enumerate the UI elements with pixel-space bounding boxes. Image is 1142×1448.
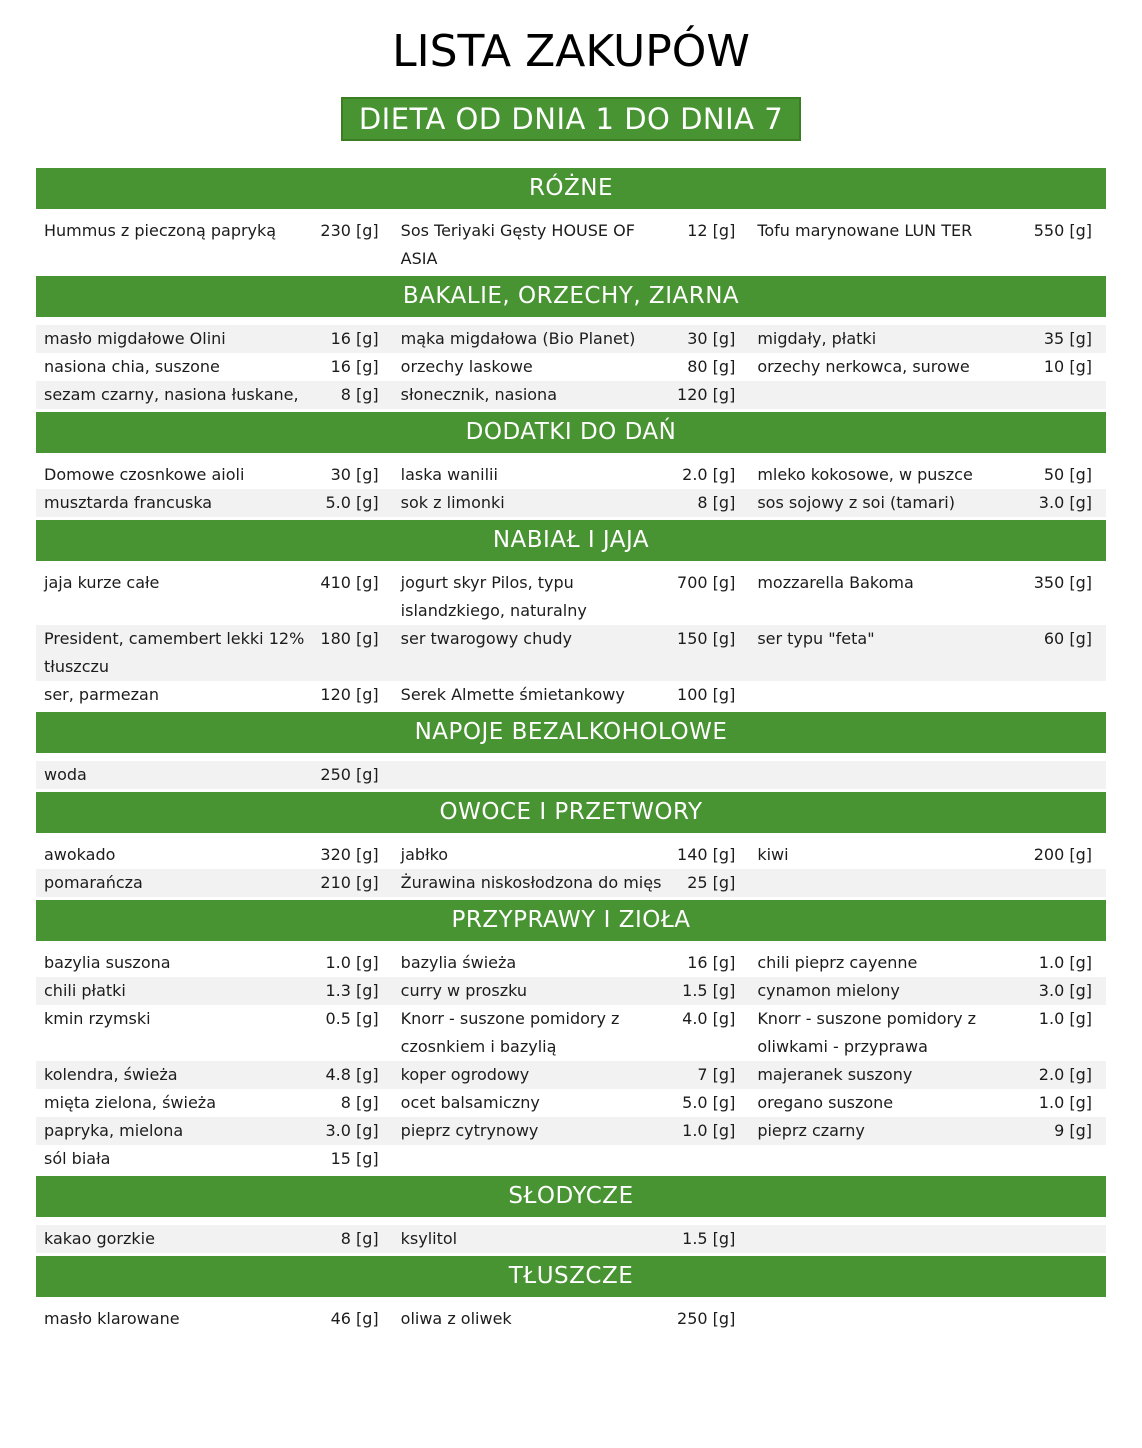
item-qty: 8 [g] [697, 493, 736, 512]
item-row [36, 217, 1106, 273]
item-cell [749, 381, 1106, 409]
item-row [36, 1305, 1106, 1333]
item-qty: 5.0 [g] [325, 493, 379, 512]
item-row [36, 569, 1106, 625]
item-cell [749, 353, 1106, 381]
item-name: majeranek suszony [757, 1065, 913, 1084]
item-name: Domowe czosnkowe aioli [44, 465, 245, 484]
item-qty: 2.0 [g] [1038, 1065, 1092, 1084]
item-cell [36, 1005, 393, 1061]
item-name: sezam czarny, nasiona łuskane, [44, 385, 299, 404]
item-qty: 80 [g] [687, 357, 736, 376]
item-cell [36, 1145, 393, 1173]
item-row [36, 761, 1106, 789]
item-cell [393, 841, 750, 869]
item-name: chili pieprz cayenne [757, 953, 918, 972]
item-row [36, 325, 1106, 353]
item-cell [36, 569, 393, 625]
item-name: Hummus z pieczoną papryką [44, 221, 277, 240]
item-cell [36, 217, 393, 273]
page-title: LISTA ZAKUPÓW [392, 26, 750, 77]
item-cell [36, 353, 393, 381]
item-row [36, 489, 1106, 517]
item-name: kakao gorzkie [44, 1229, 155, 1248]
item-cell [393, 949, 750, 977]
item-cell [749, 1225, 1106, 1253]
section-header-tluszcze: TŁUSZCZE [36, 1256, 1106, 1297]
item-cell [749, 681, 1106, 709]
item-cell [393, 569, 750, 625]
section-header-przyprawy-i-ziola: PRZYPRAWY I ZIOŁA [36, 900, 1106, 941]
item-cell [393, 977, 750, 1005]
item-qty: 180 [g] [320, 629, 379, 648]
item-qty: 350 [g] [1033, 573, 1092, 592]
item-name: jaja kurze całe [44, 573, 160, 592]
item-row [36, 1145, 1106, 1173]
item-qty: 1.0 [g] [682, 1121, 736, 1140]
item-qty: 9 [g] [1054, 1121, 1092, 1140]
item-cell [393, 1005, 750, 1061]
item-row [36, 949, 1106, 977]
item-row [36, 625, 1106, 681]
item-cell [393, 1089, 750, 1117]
item-cell [36, 625, 393, 681]
item-name: cynamon mielony [757, 981, 900, 1000]
item-qty: 1.3 [g] [325, 981, 379, 1000]
item-name: kmin rzymski [44, 1009, 151, 1028]
item-qty: 4.0 [g] [682, 1009, 736, 1028]
item-qty: 30 [g] [687, 329, 736, 348]
item-qty: 100 [g] [677, 685, 736, 704]
item-name: mozzarella Bakoma [757, 573, 914, 592]
item-qty: 550 [g] [1033, 221, 1092, 240]
item-qty: 50 [g] [1043, 465, 1092, 484]
item-qty: 700 [g] [677, 573, 736, 592]
item-qty: 16 [g] [687, 953, 736, 972]
item-cell [749, 1061, 1106, 1089]
item-cell [36, 1225, 393, 1253]
item-cell [393, 1117, 750, 1145]
item-qty: 12 [g] [687, 221, 736, 240]
item-name: koper ogrodowy [400, 1065, 530, 1084]
item-name: bazylia suszona [44, 953, 171, 972]
item-row [36, 869, 1106, 897]
item-name: woda [44, 765, 87, 784]
item-name: ser typu "feta" [757, 629, 875, 648]
item-qty: 1.0 [g] [325, 953, 379, 972]
item-cell [393, 1305, 750, 1333]
item-name: Serek Almette śmietankowy [400, 685, 625, 704]
item-cell [36, 1305, 393, 1333]
item-cell [393, 489, 750, 517]
item-name: chili płatki [44, 981, 126, 1000]
item-cell [749, 461, 1106, 489]
item-qty: 7 [g] [697, 1065, 736, 1084]
item-qty: 150 [g] [677, 629, 736, 648]
item-cell [36, 325, 393, 353]
diet-range-badge: DIETA OD DNIA 1 DO DNIA 7 [341, 97, 801, 141]
item-qty: 8 [g] [340, 1229, 379, 1248]
item-qty: 1.0 [g] [1038, 1093, 1092, 1112]
item-cell [393, 325, 750, 353]
item-name: mleko kokosowe, w puszce [757, 465, 973, 484]
item-qty: 1.5 [g] [682, 981, 736, 1000]
item-cell [393, 625, 750, 681]
section-header-nabial-i-jaja: NABIAŁ I JAJA [36, 520, 1106, 561]
item-qty: 10 [g] [1043, 357, 1092, 376]
sections-container [36, 168, 1106, 1333]
item-cell [749, 1145, 1106, 1173]
item-row [36, 1117, 1106, 1145]
item-cell [36, 1061, 393, 1089]
item-name: sos sojowy z soi (tamari) [757, 493, 955, 512]
item-cell [749, 1089, 1106, 1117]
item-qty: 1.5 [g] [682, 1229, 736, 1248]
section-header-dodatki-do-dan: DODATKI DO DAŃ [36, 412, 1106, 453]
item-cell [393, 1225, 750, 1253]
item-cell [749, 325, 1106, 353]
item-qty: 200 [g] [1033, 845, 1092, 864]
item-cell [36, 761, 393, 789]
item-qty: 230 [g] [320, 221, 379, 240]
item-name: orzechy nerkowca, surowe [757, 357, 970, 376]
shopping-list-document [36, 0, 1106, 1333]
item-name: ocet balsamiczny [400, 1093, 540, 1112]
item-name: ser twarogowy chudy [400, 629, 572, 648]
item-name: oregano suszone [757, 1093, 894, 1112]
item-qty: 4.8 [g] [325, 1065, 379, 1084]
item-name: oliwa z oliwek [400, 1309, 512, 1328]
item-name: sól biała [44, 1149, 111, 1168]
item-cell [393, 761, 750, 789]
item-name: masło migdałowe Olini [44, 329, 226, 348]
item-name: kiwi [757, 845, 789, 864]
item-cell [36, 1117, 393, 1145]
item-cell [749, 869, 1106, 897]
item-qty: 3.0 [g] [325, 1121, 379, 1140]
item-name: musztarda francuska [44, 493, 213, 512]
item-qty: 8 [g] [340, 385, 379, 404]
item-row [36, 977, 1106, 1005]
item-cell [36, 977, 393, 1005]
item-cell [36, 869, 393, 897]
item-cell [749, 1305, 1106, 1333]
section-header-rozne: RÓŻNE [36, 168, 1106, 209]
item-qty: 1.0 [g] [1038, 953, 1092, 972]
item-name: jabłko [400, 845, 449, 864]
item-row [36, 381, 1106, 409]
item-cell [36, 1089, 393, 1117]
item-row [36, 1089, 1106, 1117]
item-cell [393, 353, 750, 381]
item-qty: 320 [g] [320, 845, 379, 864]
item-cell [393, 1145, 750, 1173]
item-qty: 120 [g] [677, 385, 736, 404]
item-name: ksylitol [400, 1229, 458, 1248]
item-qty: 120 [g] [320, 685, 379, 704]
item-qty: 3.0 [g] [1038, 493, 1092, 512]
item-qty: 16 [g] [330, 329, 379, 348]
item-cell [749, 841, 1106, 869]
section-header-owoce-i-przetwory: OWOCE I PRZETWORY [36, 792, 1106, 833]
item-name: masło klarowane [44, 1309, 180, 1328]
item-cell [749, 949, 1106, 977]
item-qty: 60 [g] [1043, 629, 1092, 648]
item-qty: 2.0 [g] [682, 465, 736, 484]
item-qty: 5.0 [g] [682, 1093, 736, 1112]
item-cell [36, 949, 393, 977]
item-cell [749, 977, 1106, 1005]
item-name: orzechy laskowe [400, 357, 533, 376]
item-cell [749, 217, 1106, 273]
section-header-slodycze: SŁODYCZE [36, 1176, 1106, 1217]
item-cell [749, 569, 1106, 625]
item-name: President, camembert lekki 12% tłuszczu [44, 629, 305, 676]
item-name: mięta zielona, świeża [44, 1093, 216, 1112]
item-cell [749, 625, 1106, 681]
item-qty: 8 [g] [340, 1093, 379, 1112]
item-cell [393, 381, 750, 409]
item-cell [749, 1117, 1106, 1145]
item-name: pieprz czarny [757, 1121, 865, 1140]
item-qty: 0.5 [g] [325, 1009, 379, 1028]
item-qty: 3.0 [g] [1038, 981, 1092, 1000]
item-name: mąka migdałowa (Bio Planet) [400, 329, 636, 348]
item-qty: 35 [g] [1043, 329, 1092, 348]
item-name: pieprz cytrynowy [400, 1121, 539, 1140]
diet-badge-wrap [36, 97, 1106, 141]
item-row [36, 1225, 1106, 1253]
item-name: migdały, płatki [757, 329, 877, 348]
item-row [36, 353, 1106, 381]
item-row [36, 681, 1106, 709]
item-name: Sos Teriyaki Gęsty HOUSE OF ASIA [400, 221, 635, 268]
item-name: Tofu marynowane LUN TER [757, 221, 973, 240]
item-name: pomarańcza [44, 873, 143, 892]
item-row [36, 1005, 1106, 1061]
item-qty: 140 [g] [677, 845, 736, 864]
item-cell [749, 489, 1106, 517]
item-cell [36, 841, 393, 869]
item-cell [393, 1061, 750, 1089]
item-name: nasiona chia, suszone [44, 357, 220, 376]
item-cell [36, 381, 393, 409]
item-qty: 210 [g] [320, 873, 379, 892]
item-qty: 30 [g] [330, 465, 379, 484]
item-name: papryka, mielona [44, 1121, 184, 1140]
section-header-napoje-bezalkoholowe: NAPOJE BEZALKOHOLOWE [36, 712, 1106, 753]
item-cell [393, 217, 750, 273]
item-name: jogurt skyr Pilos, typu islandzkiego, naturalny [400, 573, 587, 620]
item-qty: 250 [g] [677, 1309, 736, 1328]
item-name: Knorr - suszone pomidory z czosnkiem i bazylią [400, 1009, 620, 1056]
item-cell [749, 761, 1106, 789]
item-qty: 25 [g] [687, 873, 736, 892]
item-name: sok z limonki [400, 493, 505, 512]
item-cell [36, 489, 393, 517]
item-name: kolendra, świeża [44, 1065, 178, 1084]
item-name: słonecznik, nasiona [400, 385, 557, 404]
item-name: ser, parmezan [44, 685, 159, 704]
item-cell [393, 461, 750, 489]
item-qty: 16 [g] [330, 357, 379, 376]
item-row [36, 841, 1106, 869]
item-row [36, 461, 1106, 489]
item-cell [749, 1005, 1106, 1061]
item-name: bazylia świeża [400, 953, 517, 972]
item-name: Knorr - suszone pomidory z oliwkami - przyprawa [757, 1009, 977, 1056]
section-header-bakalie-orzechy-ziarna: BAKALIE, ORZECHY, ZIARNA [36, 276, 1106, 317]
item-qty: 250 [g] [320, 765, 379, 784]
item-cell [393, 869, 750, 897]
item-cell [36, 461, 393, 489]
item-name: curry w proszku [400, 981, 528, 1000]
item-name: awokado [44, 845, 116, 864]
item-name: laska wanilii [400, 465, 498, 484]
item-qty: 1.0 [g] [1038, 1009, 1092, 1028]
item-name: Żurawina niskosłodzona do mięs [400, 873, 662, 892]
item-qty: 15 [g] [330, 1149, 379, 1168]
item-qty: 410 [g] [320, 573, 379, 592]
item-cell [36, 681, 393, 709]
item-cell [393, 681, 750, 709]
item-row [36, 1061, 1106, 1089]
item-qty: 46 [g] [330, 1309, 379, 1328]
